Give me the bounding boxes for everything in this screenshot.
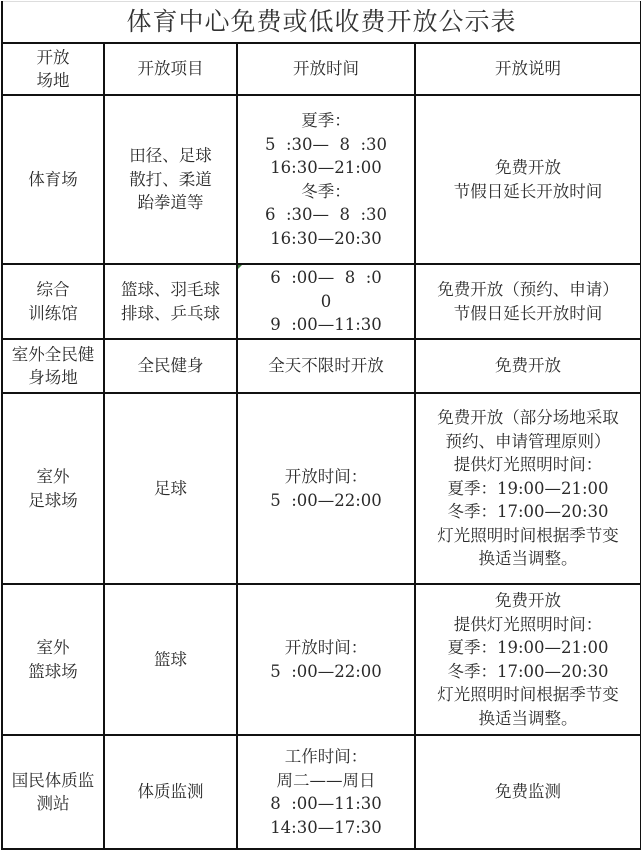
public-schedule-table <box>1 1 641 850</box>
venue-cell: 室外 足球场 <box>2 393 104 584</box>
items-cell: 体质监测 <box>104 735 237 849</box>
header-items: 开放项目 <box>104 43 237 95</box>
hours-cell: 夏季： 5 :30— 8 :30 16:30—21:00 冬季： 6 :30— 8 :30 16:30—20:30 <box>237 95 415 264</box>
table-row <box>2 339 641 393</box>
items-cell: 篮球、羽毛球 排球、乒乓球 <box>104 264 237 339</box>
hours-cell: 6 :00— 8 :0 0 9 :00—11:30 <box>237 264 415 339</box>
items-cell: 足球 <box>104 393 237 584</box>
table-row <box>2 264 641 339</box>
notes-cell: 免费开放 提供灯光照明时间： 夏季：19:00—21:00 冬季：17:00—20:30 灯光照明时间根据季节变 换适当调整。 <box>415 584 641 735</box>
venue-cell: 室外全民健 身场地 <box>2 339 104 393</box>
table-row <box>2 735 641 849</box>
table-row <box>2 393 641 584</box>
notes-cell: 免费开放 <box>415 339 641 393</box>
table-row <box>2 584 641 735</box>
notes-cell: 免费监测 <box>415 735 641 849</box>
items-cell: 篮球 <box>104 584 237 735</box>
notes-cell: 免费开放 节假日延长开放时间 <box>415 95 641 264</box>
header-row <box>2 43 641 95</box>
hours-cell: 开放时间： 5 :00—22:00 <box>237 393 415 584</box>
venue-cell: 体育场 <box>2 95 104 264</box>
venue-cell: 室外 篮球场 <box>2 584 104 735</box>
hours-cell: 开放时间： 5 :00—22:00 <box>237 584 415 735</box>
cell-comment-marker <box>238 265 242 269</box>
header-venue: 开放 场地 <box>2 43 104 95</box>
hours-cell: 全天不限时开放 <box>237 339 415 393</box>
header-hours: 开放时间 <box>237 43 415 95</box>
hours-cell: 工作时间： 周二——周日 8 :00—11:30 14:30—17:30 <box>237 735 415 849</box>
notes-cell: 免费开放（预约、申请） 节假日延长开放时间 <box>415 264 641 339</box>
table-title: 体育中心免费或低收费开放公示表 <box>2 2 641 44</box>
venue-cell: 综合 训练馆 <box>2 264 104 339</box>
items-cell: 田径、足球 散打、柔道 跆拳道等 <box>104 95 237 264</box>
notes-cell: 免费开放（部分场地采取 预约、申请管理原则） 提供灯光照明时间： 夏季：19:00—21:00 冬季：17:00—20:30 灯光照明时间根据季节变 换适当调整。 <box>415 393 641 584</box>
header-notes: 开放说明 <box>415 43 641 95</box>
venue-cell: 国民体质监 测站 <box>2 735 104 849</box>
items-cell: 全民健身 <box>104 339 237 393</box>
table-row <box>2 95 641 264</box>
